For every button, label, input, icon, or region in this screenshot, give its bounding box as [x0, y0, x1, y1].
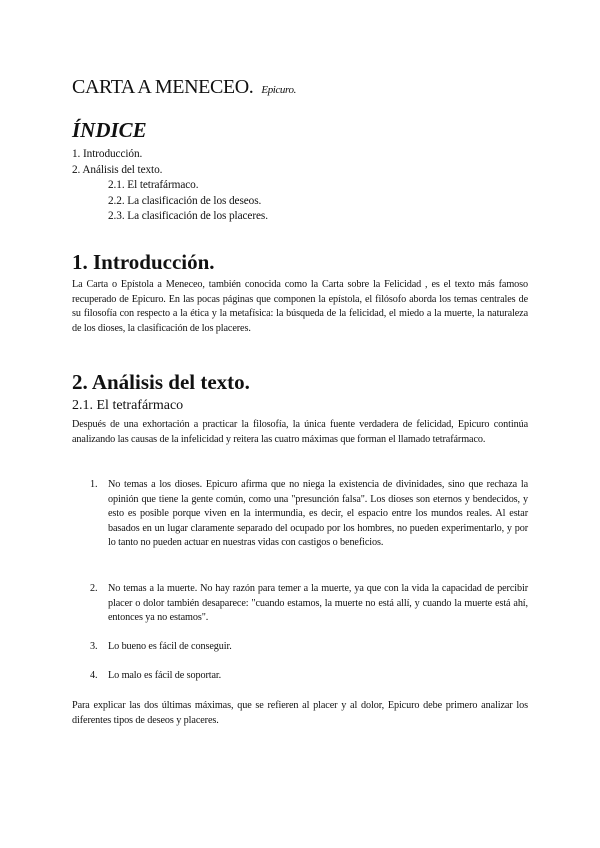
toc-item-tetrafarmaco[interactable]: 2.1. El tetrafármaco.: [108, 179, 199, 191]
list-item: [72, 640, 528, 655]
toc-item-deseos[interactable]: 2.2. La clasificación de los deseos.: [108, 194, 262, 207]
author-name: Epicuro.: [261, 84, 296, 96]
section-heading-introduccion: 1. Introducción.: [72, 250, 215, 274]
list-item-number: 3.: [90, 641, 98, 652]
list-item-number: 2.: [90, 583, 98, 594]
list-item-text: Lo malo es fácil de soportar.: [108, 670, 222, 681]
toc-item-introduccion[interactable]: 1. Introducción.: [72, 148, 143, 160]
subsection-heading-tetrafarmaco: 2.1. El tetrafármaco: [72, 398, 184, 413]
list-item-text: No temas a los dioses. Epicuro afirma que no niega la existencia de divinidades, sino que rechaza la opinión que tiene la gente común, como una "presunción falsa". Los dioses son eternos y bendecidos, y esto es posible porque viven en la intermundia, es decir, el espacio entre los mundos reales. Al estar basados en un lugar claramente separado del ocupado por los hombres, no pueden experimentarlo, y por lo tanto no pueden actuar en nuestras vidas con castigos o beneficios.: [108, 479, 528, 549]
list-item-number: 1.: [90, 479, 98, 490]
list-item-text: No temas a la muerte. No hay razón para temer a la muerte, ya que con la vida la capacidad de percibir placer o dolor también desaparece: "cuando estamos, la muerte no está allí, y cuando la muerte está ahí, entonces ya no estamos".: [108, 583, 528, 624]
toc-item-analisis[interactable]: 2. Análisis del texto.: [72, 163, 163, 176]
list-item: [72, 669, 528, 684]
document-title: [72, 76, 296, 99]
closing-paragraph: Para explicar las dos últimas máximas, que se refieren al placer y al dolor, Epicuro debe primero analizar los diferentes tipos de deseos y placeres.: [72, 700, 528, 726]
index-heading: ÍNDICE: [72, 118, 147, 142]
title-text: CARTA A MENECEO.: [72, 76, 254, 98]
analysis-paragraph: Después de una exhortación a practicar la filosofía, la única fuente verdadera de felicidad, Epicuro continúa analizando las causas de la infelicidad y reitera las cuatro máximas que forman el llamado tetrafármaco.: [72, 419, 528, 445]
list-item: [72, 582, 528, 626]
section-heading-analisis: 2. Análisis del texto.: [72, 370, 250, 394]
list-item: [72, 478, 528, 551]
toc-item-placeres[interactable]: 2.3. La clasificación de los placeres.: [108, 210, 268, 222]
intro-paragraph: La Carta o Epístola a Meneceo, también conocida como la Carta sobre la Felicidad , es el texto más famoso recuperado de Epicuro. En las pocas páginas que componen la epístola, el filósofo aborda los temas centrales de su filosofía con respecto a la ética y la metafísica: la búsqueda de la felicidad, el miedo a la muerte, la naturaleza de los dioses, la clasificación de los placeres.: [72, 279, 528, 334]
list-item-number: 4.: [90, 670, 98, 681]
list-item-text: Lo bueno es fácil de conseguir.: [108, 641, 232, 652]
table-of-contents: [72, 147, 268, 225]
